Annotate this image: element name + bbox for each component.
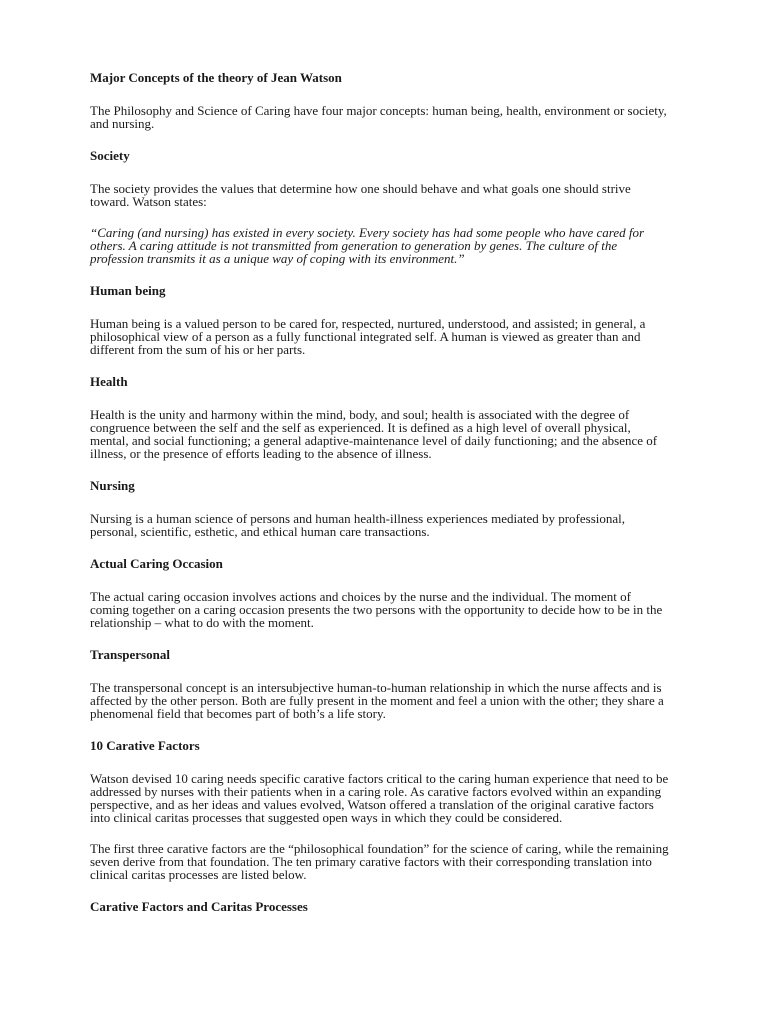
actual-caring-occasion-paragraph: The actual caring occasion involves actions and choices by the nurse and the individual. The moment of coming together on a caring occasion presents the two persons with the opportunity to decide how to be in the relationship – what to do with the moment. (90, 589, 663, 630)
nursing-paragraph: Nursing is a human science of persons and human health-illness experiences mediated by professional, personal, scientific, esthetic, and ethical human care transactions. (90, 511, 626, 539)
section-heading-transpersonal: Transpersonal (90, 647, 170, 662)
section-heading-human-being: Human being (90, 283, 166, 298)
document-title: Major Concepts of the theory of Jean Watson (90, 70, 342, 85)
section-heading-health: Health (90, 374, 128, 389)
watson-quote: “Caring (and nursing) has existed in every society. Every society has had some people who have cared for others. A caring attitude is not transmitted from generation to generation by genes. The culture of the profession transmits it as a unique way of coping with its environment.” (90, 225, 645, 266)
carative-factors-paragraph-1: Watson devised 10 caring needs specific carative factors critical to the caring human experience that need to be addressed by nurses with their patients when in a caring role. As carative factors evolved within an expanding perspective, and as her ideas and values evolved, Watson offered a translation of the original carative factors into clinical caritas processes that suggested open ways in which they could be considered. (90, 771, 669, 825)
society-paragraph: The society provides the values that determine how one should behave and what goals one should strive toward. Watson states: (90, 181, 631, 209)
section-heading-carative-factors-and-caritas-processes: Carative Factors and Caritas Processes (90, 899, 308, 914)
health-paragraph: Health is the unity and harmony within the mind, body, and soul; health is associated with the degree of congruence between the self and the self as experienced. It is defined as a high level of overall physical, mental, and social functioning; a general adaptive-maintenance level of daily functioning; and the absence of illness, or the presence of efforts leading to the absence of illness. (90, 407, 658, 461)
section-heading-nursing: Nursing (90, 478, 135, 493)
section-heading-carative-factors: 10 Carative Factors (90, 738, 200, 753)
section-heading-actual-caring-occasion: Actual Caring Occasion (90, 556, 223, 571)
human-being-paragraph: Human being is a valued person to be cared for, respected, nurtured, understood, and assisted; in general, a philosophical view of a person as a fully functional integrated self. A human is viewed as greater than and different from the sum of his or her parts. (90, 316, 646, 357)
carative-factors-paragraph-2: The first three carative factors are the “philosophical foundation” for the science of caring, while the remaining seven derive from that foundation. The ten primary carative factors with their corresponding translation into clinical caritas processes are listed below. (90, 841, 669, 882)
section-heading-society: Society (90, 148, 130, 163)
transpersonal-paragraph: The transpersonal concept is an intersubjective human-to-human relationship in which the nurse affects and is affected by the other person. Both are fully present in the moment and feel a union with the other; they share a phenomenal field that becomes part of both’s a life story. (90, 680, 664, 721)
intro-paragraph: The Philosophy and Science of Caring have four major concepts: human being, health, environment or society, and nursing. (90, 103, 667, 131)
